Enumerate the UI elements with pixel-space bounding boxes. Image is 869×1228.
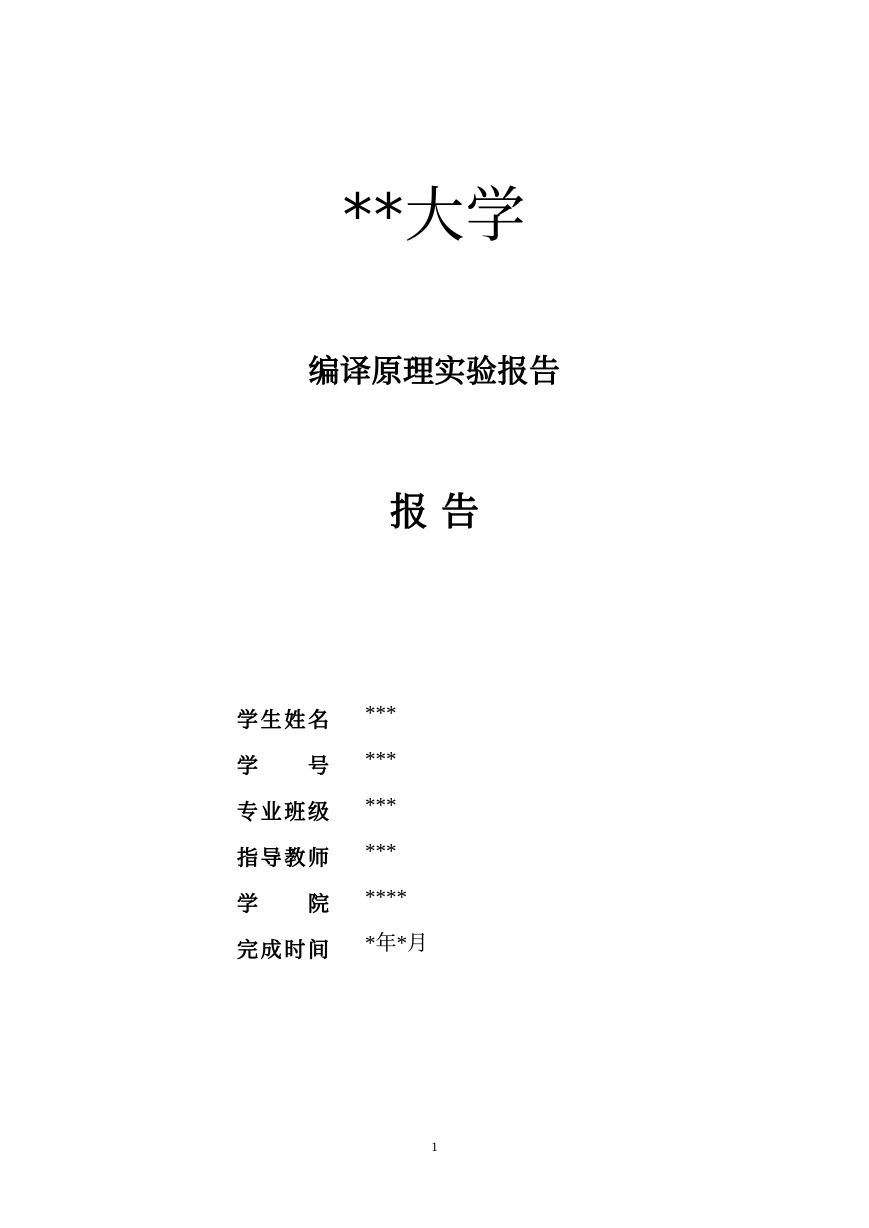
label-char: 时 <box>284 937 306 962</box>
label-char: 级 <box>307 799 329 824</box>
student-name-label <box>237 704 329 736</box>
major-class-label <box>237 796 329 828</box>
label-char: 专 <box>237 799 258 824</box>
label-char: 教 <box>284 845 306 870</box>
college-row <box>237 881 657 927</box>
label-char: 学 <box>237 891 258 916</box>
label-char: 名 <box>307 707 329 732</box>
report-title: 报 告 <box>389 490 480 534</box>
label-char: 学 <box>237 707 258 732</box>
label-char: 师 <box>307 845 329 870</box>
student-name-row <box>237 697 657 743</box>
label-char: 成 <box>260 937 282 962</box>
label-char: 间 <box>307 937 329 962</box>
label-char: 班 <box>284 799 306 824</box>
label-char: 学 <box>237 753 258 778</box>
label-char: 生 <box>260 707 282 732</box>
student-info-block <box>237 697 657 973</box>
label-char: 完 <box>237 937 258 962</box>
label-char: 导 <box>260 845 282 870</box>
label-char: 姓 <box>284 707 306 732</box>
university-name: **大学 <box>342 181 527 251</box>
label-char: 指 <box>237 845 258 870</box>
label-char: 号 <box>308 753 329 778</box>
page-number: 1 <box>431 1139 438 1154</box>
college-label <box>237 888 329 920</box>
advisor-row <box>237 835 657 881</box>
completion-date-value: *年*月 <box>365 931 428 955</box>
student-id-value: *** <box>365 747 397 771</box>
completion-date-label <box>237 934 329 966</box>
major-class-row <box>237 789 657 835</box>
major-class-value: *** <box>365 793 397 817</box>
advisor-label <box>237 842 329 874</box>
course-title: 编译原理实验报告 <box>308 354 561 390</box>
label-char: 业 <box>260 799 282 824</box>
college-value: **** <box>365 885 407 909</box>
student-id-row <box>237 743 657 789</box>
student-name-value: *** <box>365 701 397 725</box>
student-id-label <box>237 750 329 782</box>
label-char: 院 <box>308 891 329 916</box>
advisor-value: *** <box>365 839 397 863</box>
completion-date-row <box>237 927 657 973</box>
